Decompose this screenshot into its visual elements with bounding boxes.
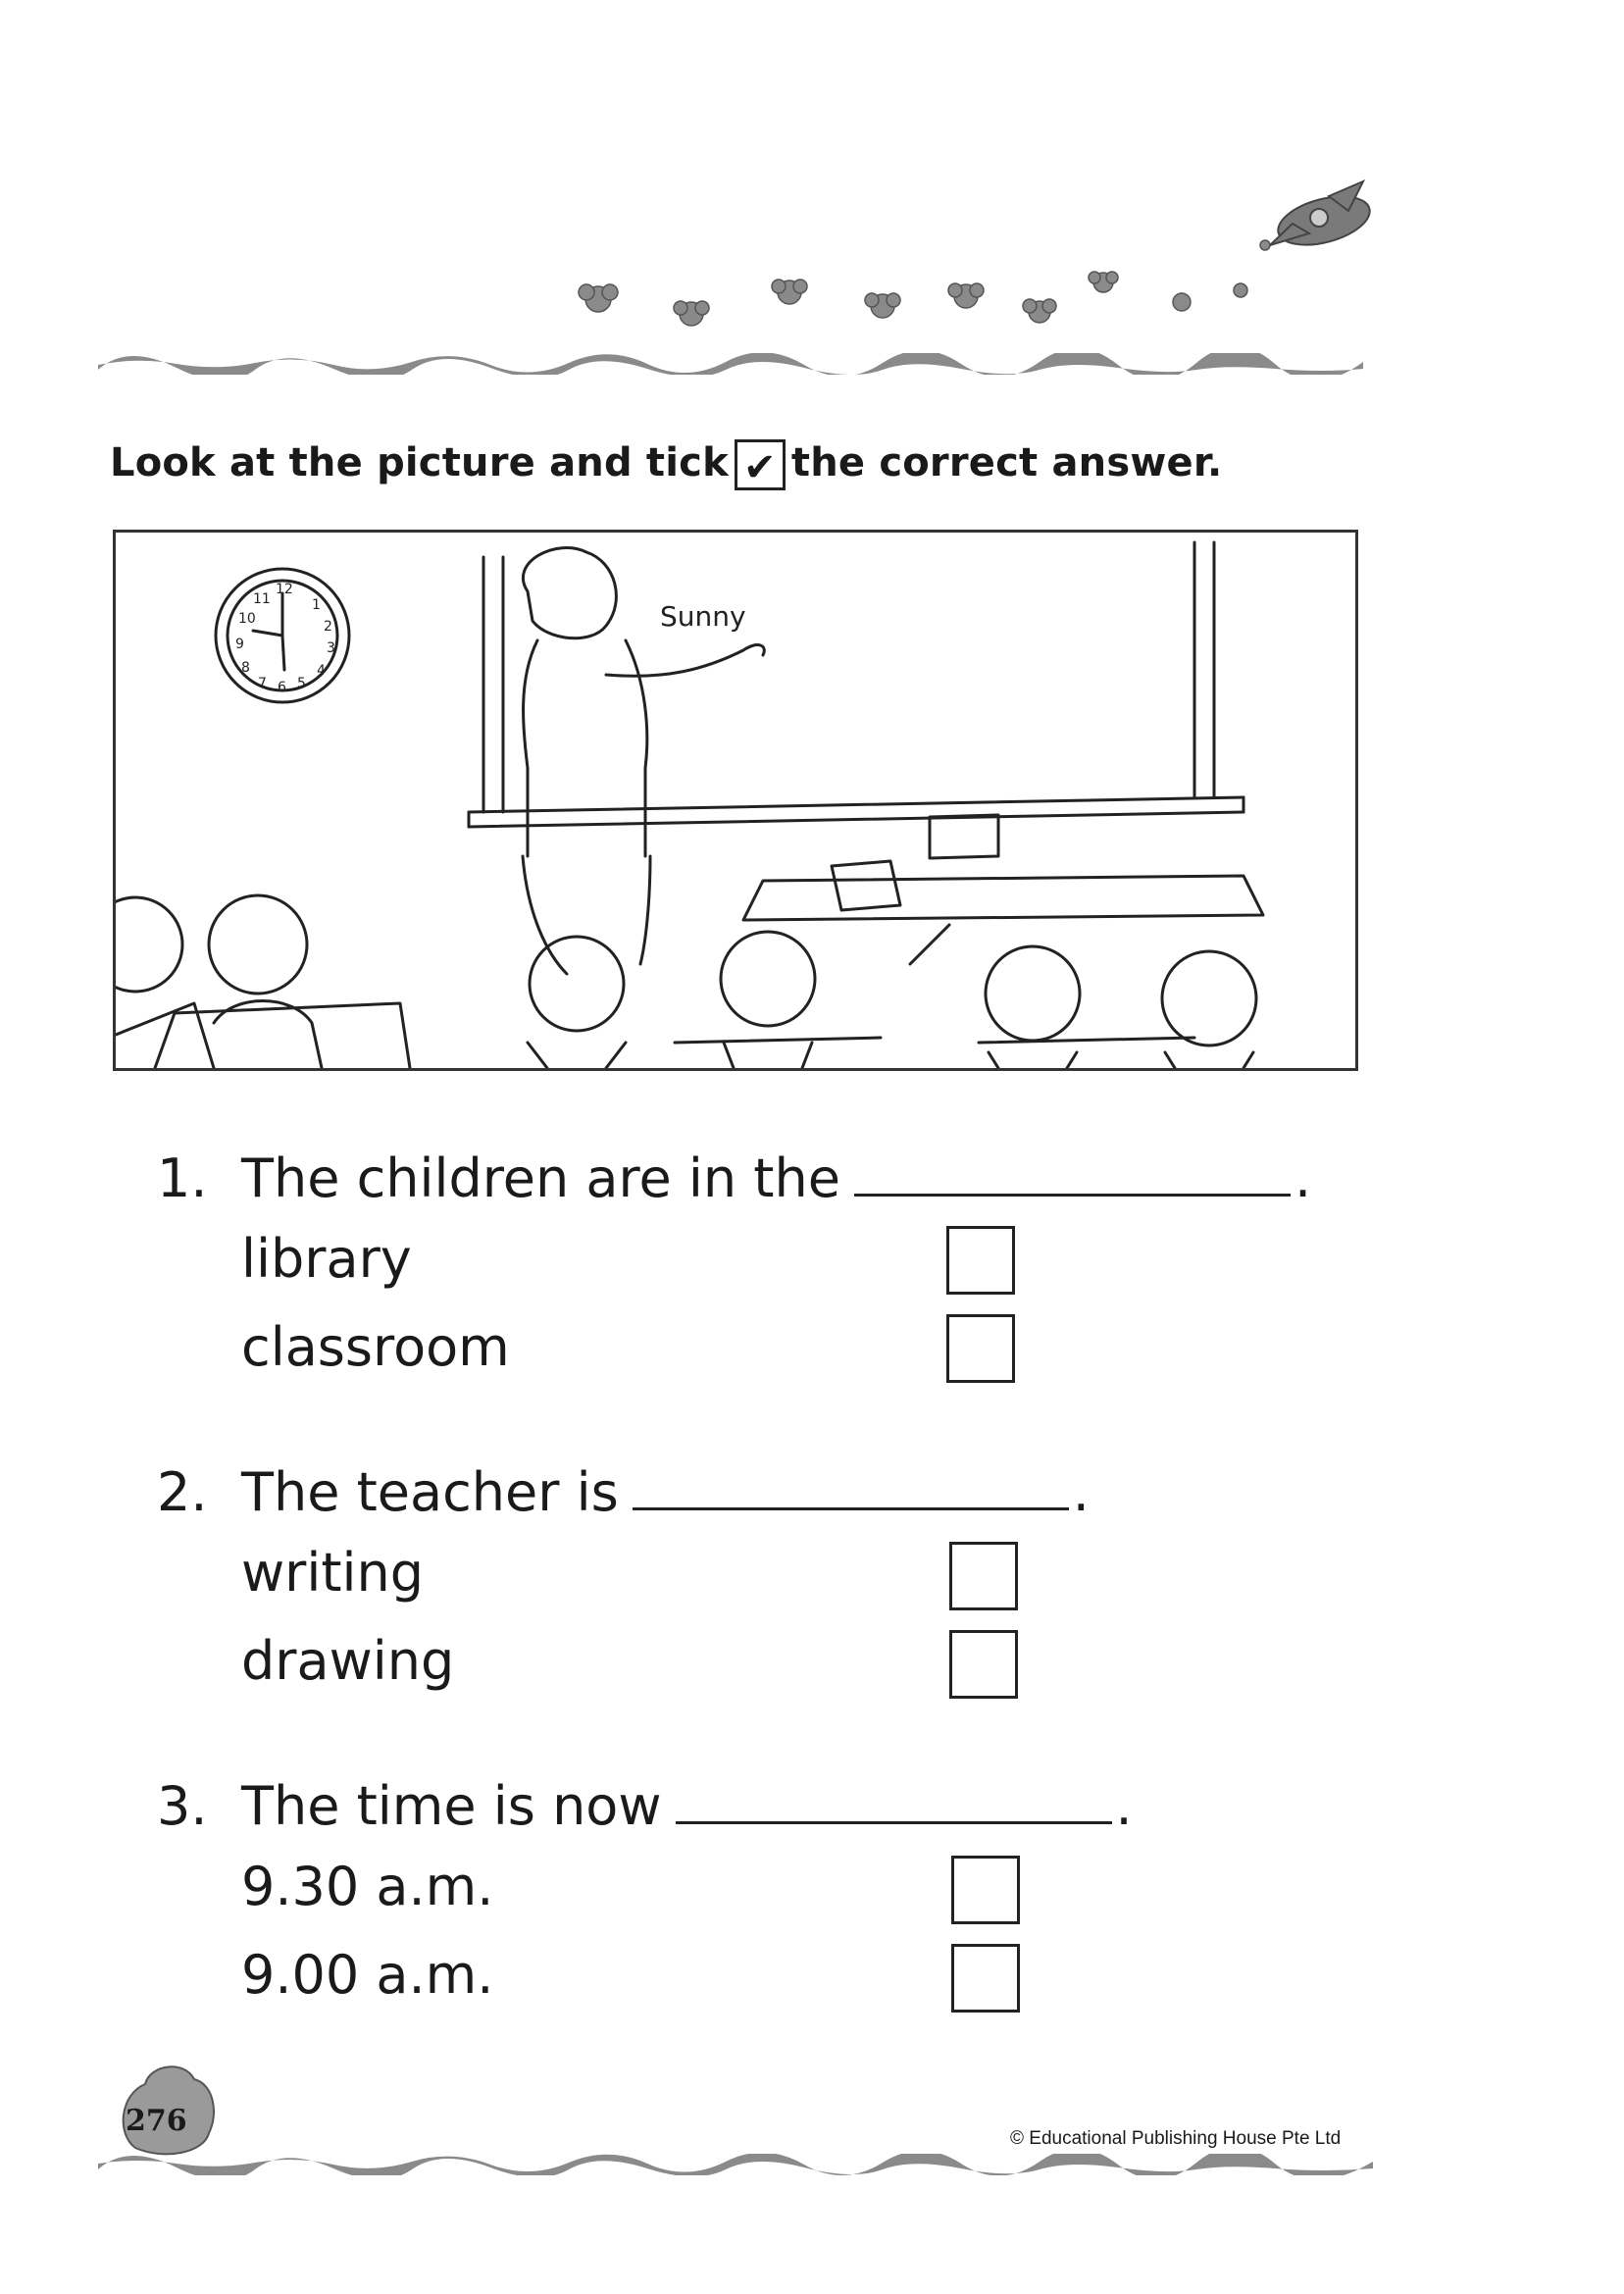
student-figure	[528, 937, 626, 1068]
check-icon: ✔	[735, 439, 786, 490]
svg-text:6: 6	[278, 680, 286, 695]
option-checkbox[interactable]	[951, 1944, 1020, 2013]
question-stem: 2. The teacher is .	[157, 1461, 1090, 1523]
bottom-divider	[98, 2154, 1373, 2175]
student-figure	[1162, 951, 1256, 1068]
svg-text:2: 2	[324, 619, 332, 635]
flower-icon	[1089, 272, 1118, 292]
flower-icon	[1260, 240, 1270, 250]
svg-text:4: 4	[317, 663, 326, 679]
svg-text:1: 1	[312, 597, 321, 613]
answer-blank	[633, 1468, 1069, 1510]
option-label: drawing	[241, 1630, 455, 1692]
question-text: The teacher is	[241, 1461, 619, 1523]
airplane-icon	[1270, 181, 1373, 254]
student-figure	[721, 932, 815, 1068]
instruction-before: Look at the picture and tick	[110, 440, 729, 485]
svg-text:5: 5	[297, 676, 306, 691]
question-number: 1.	[157, 1147, 208, 1209]
svg-text:7: 7	[258, 676, 267, 691]
question-text: The children are in the	[241, 1147, 840, 1209]
classroom-illustration	[116, 533, 1355, 1068]
option-label: classroom	[241, 1316, 510, 1378]
svg-text:8: 8	[241, 660, 250, 676]
student-figure	[209, 895, 322, 1068]
flower-icon	[772, 280, 807, 304]
option-label: library	[241, 1228, 412, 1290]
question-3	[157, 1775, 1393, 2069]
option-checkbox[interactable]	[951, 1856, 1020, 1924]
classroom-picture	[113, 530, 1358, 1071]
page-number: 276	[126, 2104, 187, 2138]
flower-icon	[1023, 299, 1056, 323]
option-label: writing	[241, 1542, 425, 1604]
option-checkbox[interactable]	[946, 1226, 1015, 1295]
question-stem: 1. The children are in the .	[157, 1147, 1312, 1209]
blackboard-text: Sunny	[660, 600, 746, 633]
answer-blank	[676, 1782, 1112, 1824]
question-2	[157, 1461, 1393, 1756]
instruction-after: the correct answer.	[790, 440, 1223, 485]
top-divider	[98, 353, 1363, 375]
flower-icon	[865, 293, 900, 318]
flower-icon	[579, 284, 618, 312]
svg-text:12: 12	[276, 582, 293, 597]
teacher-desk	[743, 815, 1263, 964]
student-figure	[986, 946, 1080, 1068]
option-checkbox[interactable]	[949, 1542, 1018, 1610]
question-text: The time is now	[241, 1775, 662, 1837]
option-label: 9.00 a.m.	[241, 1944, 494, 2006]
svg-text:9: 9	[235, 637, 244, 652]
option-checkbox[interactable]	[949, 1630, 1018, 1699]
flower-icon	[674, 301, 709, 326]
copyright-notice: © Educational Publishing House Pte Ltd	[1010, 2128, 1342, 2149]
question-stem: 3. The time is now .	[157, 1775, 1133, 1837]
flower-icon	[948, 283, 984, 308]
instruction-text	[110, 439, 1222, 490]
blackboard	[469, 542, 1243, 827]
option-checkbox[interactable]	[946, 1314, 1015, 1383]
answer-blank	[854, 1154, 1291, 1197]
flower-icon	[1173, 293, 1191, 311]
flower-icon	[1234, 283, 1247, 297]
svg-text:11: 11	[253, 591, 271, 607]
question-1	[157, 1147, 1393, 1442]
svg-text:10: 10	[238, 611, 256, 627]
option-label: 9.30 a.m.	[241, 1856, 494, 1917]
question-number: 2.	[157, 1461, 208, 1523]
question-number: 3.	[157, 1775, 208, 1837]
svg-text:3: 3	[327, 640, 335, 656]
